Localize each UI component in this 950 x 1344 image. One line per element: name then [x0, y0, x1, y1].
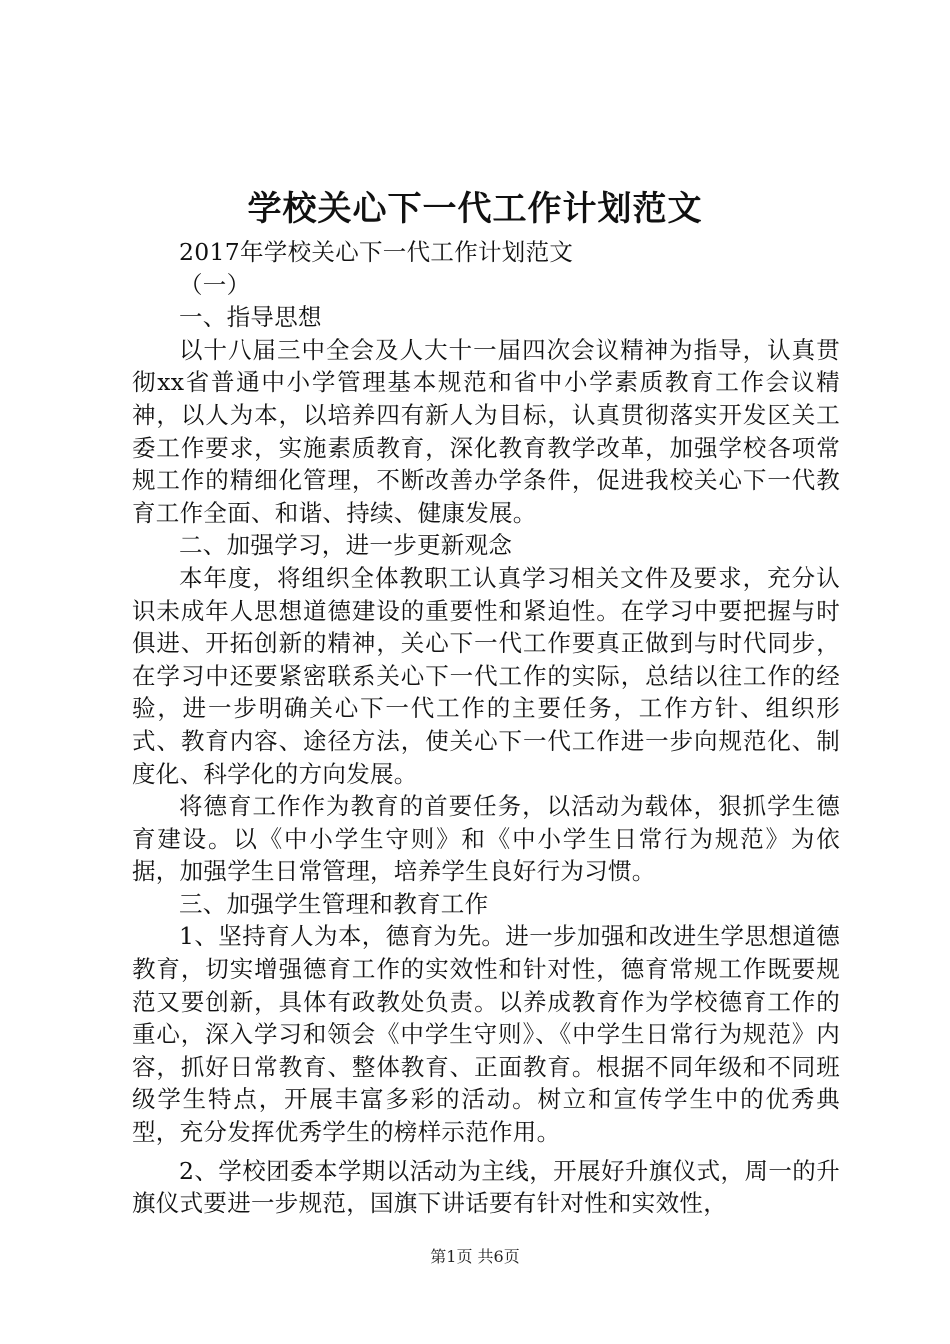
body-paragraph: 2、学校团委本学期以活动为主线，开展好升旗仪式，周一的升旗仪式要进一步规范，国旗下讲话要有针对性和实效性， — [132, 1156, 840, 1218]
heading-strengthen-learning: 二、加强学习，进一步更新观念 — [179, 531, 513, 560]
page-footer: 第1页 共6页 — [430, 1247, 520, 1266]
document-title: 学校关心下一代工作计划范文 — [247, 189, 703, 229]
subtitle-paragraph: 2017年学校关心下一代工作计划范文 — [179, 238, 574, 266]
section-number: （一） — [179, 270, 251, 299]
heading-guiding-ideology: 一、指导思想 — [179, 303, 322, 332]
document-body — [132, 236, 840, 1220]
heading-student-management: 三、加强学生管理和教育工作 — [179, 889, 489, 918]
body-paragraph: 以十八届三中全会及人大十一届四次会议精神为指导，认真贯彻xx省普通中小学管理基本规范和省中小学素质教育工作会议精神，以人为本，以培养四有新人为目标，认真贯彻落实开发区关工委工作要求，实施素质教育，深化教育教学改革，加强学校各项常规工作的精细化管理，不断改善办学条件，促进我校关心下一代教育工作全面、和谐、持续、健康发展。 — [132, 335, 840, 527]
body-paragraph: 本年度，将组织全体教职工认真学习相关文件及要求，充分认识未成年人思想道德建设的重要性和紧迫性。在学习中要把握与时俱进、开拓创新的精神，关心下一代工作要真正做到与时代同步，在学习中还要紧密联系关心下一代工作的实际，总结以往工作的经验，进一步明确关心下一代工作的主要任务，工作方针、组织形式、教育内容、途径方法，使关心下一代工作进一步向规范化、制度化、科学化的方向发展。 — [132, 563, 840, 788]
body-paragraph: 1、坚持育人为本，德育为先。进一步加强和改进生学思想道德教育，切实增强德育工作的实效性和针对性，德育常规工作既要规范又要创新，具体有政教处负责。以养成教育作为学校德育工作的重心，深入学习和领会《中学生守则》、《中学生日常行为规范》内容，抓好日常教育、整体教育、正面教育。根据不同年级和不同班级学生特点，开展丰富多彩的活动。树立和宣传学生中的优秀典型，充分发挥优秀学生的榜样示范作用。 — [132, 922, 840, 1147]
body-paragraph: 将德育工作作为教育的首要任务，以活动为载体，狠抓学生德育建设。以《中小学生守则》和《中小学生日常行为规范》为依据，加强学生日常管理，培养学生良好行为习惯。 — [132, 792, 840, 886]
